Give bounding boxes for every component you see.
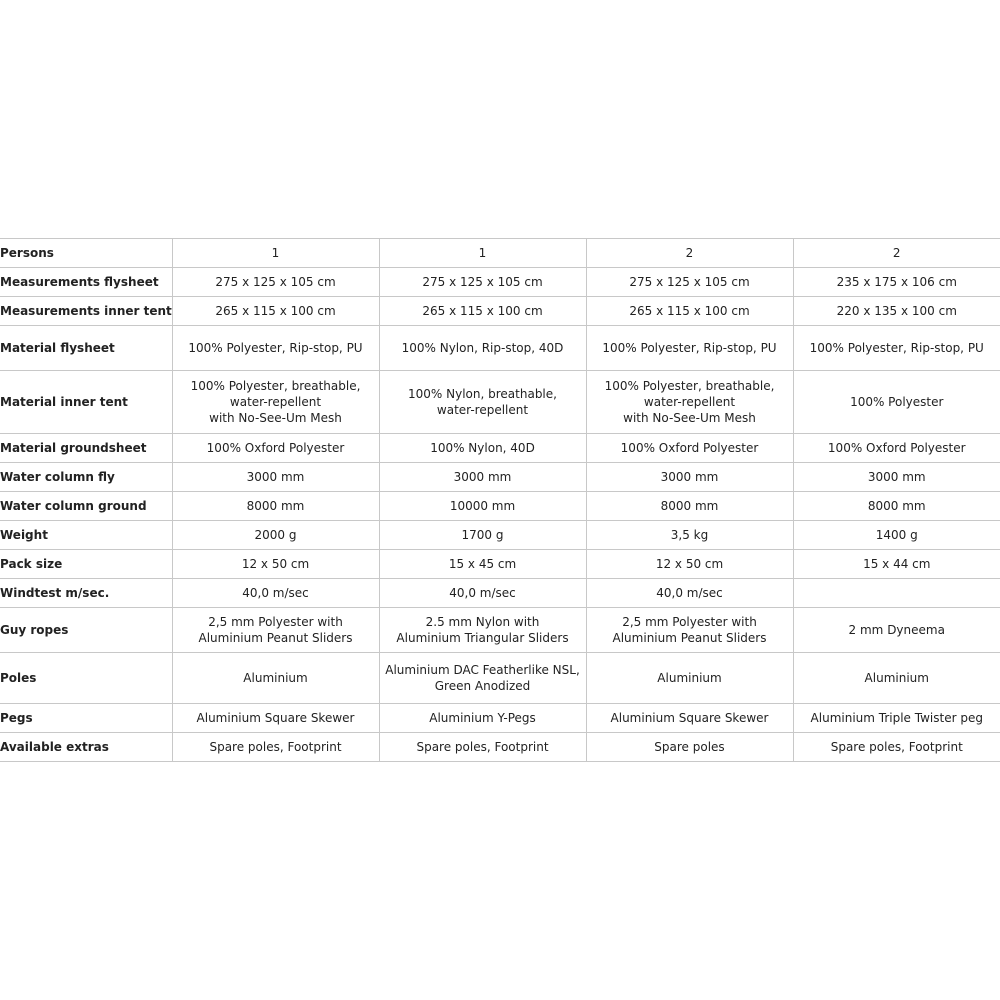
table-cell: 1 (379, 239, 586, 268)
table-cell: 220 x 135 x 100 cm (793, 297, 1000, 326)
table-cell: 100% Nylon, breathable, water-repellent (379, 371, 586, 434)
table-cell: 100% Nylon, 40D (379, 434, 586, 463)
table-cell: 275 x 125 x 105 cm (172, 268, 379, 297)
table-row (0, 579, 1000, 608)
table-row (0, 268, 1000, 297)
table-cell: 40,0 m/sec (586, 579, 793, 608)
table-cell: 15 x 44 cm (793, 550, 1000, 579)
table-row (0, 550, 1000, 579)
table-cell: 3000 mm (793, 463, 1000, 492)
table-cell: 12 x 50 cm (586, 550, 793, 579)
table-cell: 3000 mm (379, 463, 586, 492)
row-label: Material inner tent (0, 371, 172, 434)
table-cell: 2 mm Dyneema (793, 608, 1000, 653)
spec-table (0, 238, 1000, 762)
table-cell: 15 x 45 cm (379, 550, 586, 579)
table-row (0, 608, 1000, 653)
table-cell: 265 x 115 x 100 cm (379, 297, 586, 326)
table-cell: 2.5 mm Nylon with Aluminium Triangular Sliders (379, 608, 586, 653)
table-row (0, 521, 1000, 550)
table-cell: 1400 g (793, 521, 1000, 550)
table-row (0, 704, 1000, 733)
table-cell: 8000 mm (172, 492, 379, 521)
table-row (0, 297, 1000, 326)
table-cell: 100% Oxford Polyester (586, 434, 793, 463)
row-label: Guy ropes (0, 608, 172, 653)
table-cell: Aluminium Square Skewer (172, 704, 379, 733)
row-label: Measurements flysheet (0, 268, 172, 297)
table-cell: 100% Nylon, Rip-stop, 40D (379, 326, 586, 371)
table-cell: 12 x 50 cm (172, 550, 379, 579)
table-cell: Spare poles, Footprint (379, 733, 586, 762)
table-cell: 100% Oxford Polyester (172, 434, 379, 463)
table-cell: Aluminium Y-Pegs (379, 704, 586, 733)
table-cell: 2 (586, 239, 793, 268)
table-cell: Aluminium (793, 653, 1000, 704)
table-cell: 2,5 mm Polyester with Aluminium Peanut Sliders (172, 608, 379, 653)
table-cell: Aluminium DAC Featherlike NSL, Green Anodized (379, 653, 586, 704)
table-cell: 2000 g (172, 521, 379, 550)
table-row (0, 371, 1000, 434)
table-cell: 275 x 125 x 105 cm (379, 268, 586, 297)
table-cell: Spare poles, Footprint (793, 733, 1000, 762)
table-cell: 235 x 175 x 106 cm (793, 268, 1000, 297)
table-cell: 8000 mm (586, 492, 793, 521)
table-cell: 100% Oxford Polyester (793, 434, 1000, 463)
row-label: Pegs (0, 704, 172, 733)
row-label: Poles (0, 653, 172, 704)
table-cell: 100% Polyester, Rip-stop, PU (586, 326, 793, 371)
table-row (0, 463, 1000, 492)
table-cell: 100% Polyester, Rip-stop, PU (172, 326, 379, 371)
table-cell: 3000 mm (172, 463, 379, 492)
table-cell: Spare poles, Footprint (172, 733, 379, 762)
row-label: Measurements inner tent (0, 297, 172, 326)
table-cell: 100% Polyester, Rip-stop, PU (793, 326, 1000, 371)
table-cell: Spare poles (586, 733, 793, 762)
table-row (0, 653, 1000, 704)
row-label: Pack size (0, 550, 172, 579)
table-cell: Aluminium (586, 653, 793, 704)
table-cell: 3000 mm (586, 463, 793, 492)
row-label: Weight (0, 521, 172, 550)
table-row (0, 733, 1000, 762)
table-cell: 275 x 125 x 105 cm (586, 268, 793, 297)
table-cell: Aluminium Square Skewer (586, 704, 793, 733)
row-label: Persons (0, 239, 172, 268)
row-label: Water column ground (0, 492, 172, 521)
table-row (0, 492, 1000, 521)
table-cell: 1 (172, 239, 379, 268)
table-cell: 8000 mm (793, 492, 1000, 521)
table-cell: 265 x 115 x 100 cm (586, 297, 793, 326)
table-cell: 100% Polyester (793, 371, 1000, 434)
table-cell: Aluminium Triple Twister peg (793, 704, 1000, 733)
table-cell: 40,0 m/sec (172, 579, 379, 608)
table-cell: Aluminium (172, 653, 379, 704)
table-cell: 100% Polyester, breathable, water-repellent with No-See-Um Mesh (172, 371, 379, 434)
table-cell: 100% Polyester, breathable, water-repellent with No-See-Um Mesh (586, 371, 793, 434)
table-row (0, 434, 1000, 463)
row-label: Material flysheet (0, 326, 172, 371)
table-cell (793, 579, 1000, 608)
table-cell: 2 (793, 239, 1000, 268)
table-cell: 3,5 kg (586, 521, 793, 550)
row-label: Available extras (0, 733, 172, 762)
table-cell: 40,0 m/sec (379, 579, 586, 608)
row-label: Windtest m/sec. (0, 579, 172, 608)
table-cell: 2,5 mm Polyester with Aluminium Peanut Sliders (586, 608, 793, 653)
row-label: Water column fly (0, 463, 172, 492)
table-row (0, 326, 1000, 371)
row-label: Material groundsheet (0, 434, 172, 463)
table-row (0, 239, 1000, 268)
table-cell: 10000 mm (379, 492, 586, 521)
table-cell: 1700 g (379, 521, 586, 550)
table-cell: 265 x 115 x 100 cm (172, 297, 379, 326)
